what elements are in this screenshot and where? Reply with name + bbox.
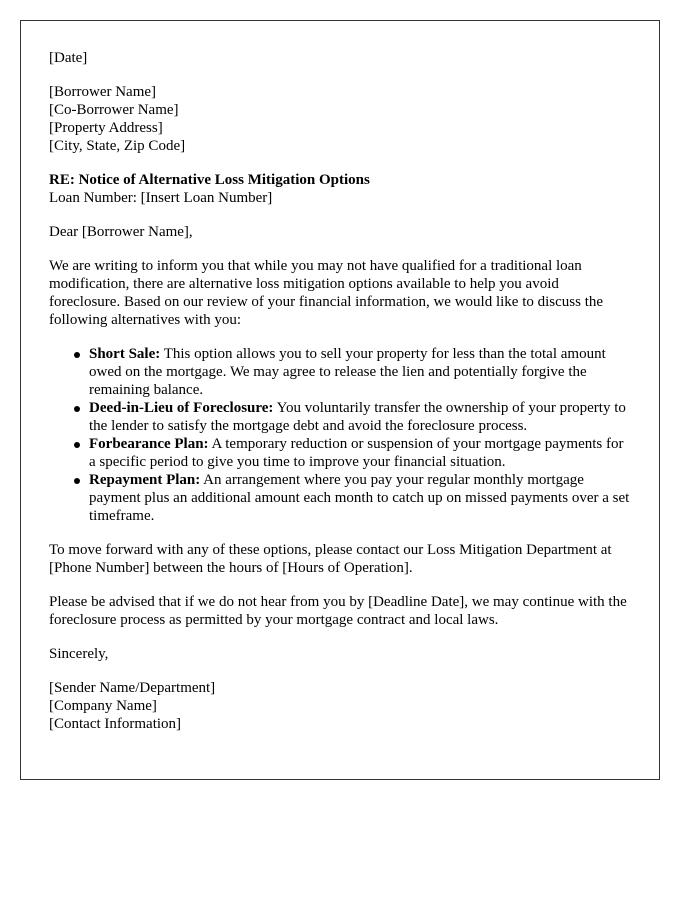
- option-title: Forbearance Plan:: [89, 436, 209, 452]
- re-title: RE: Notice of Alternative Loss Mitigation Options: [49, 172, 370, 188]
- options-list: [49, 345, 631, 525]
- option-text: A temporary reduction or suspension of your mortgage payments for a specific period to give you time to improve your financial situation.: [89, 436, 624, 470]
- option-title: Deed-in-Lieu of Foreclosure:: [89, 400, 274, 416]
- bullet-icon: [74, 352, 80, 358]
- property-address: [Property Address]: [49, 120, 163, 136]
- re-section: [49, 171, 631, 207]
- contact-paragraph: To move forward with any of these options, please contact our Loss Mitigation Department at [Phone Number] between the hours of [Hours of Operation].: [49, 542, 612, 576]
- bullet-icon: [74, 442, 80, 448]
- intro-paragraph: We are writing to inform you that while you may not have qualified for a traditional loan modification, there are alternative loss mitigation options available to help you avoid foreclosure. Based on our review of your financial information, we would like to discuss the following alternatives with you:: [49, 258, 604, 328]
- option-title: Short Sale:: [89, 346, 161, 362]
- salutation: Dear [Borrower Name],: [49, 224, 193, 240]
- sender-name: [Sender Name/Department]: [49, 680, 216, 696]
- city-state-zip: [City, State, Zip Code]: [49, 138, 186, 154]
- bullet-icon: [74, 406, 80, 412]
- letter-page: [20, 20, 660, 780]
- option-title: Repayment Plan:: [89, 472, 201, 488]
- contact-information: [Contact Information]: [49, 716, 182, 732]
- deadline-paragraph: Please be advised that if we do not hear from you by [Deadline Date], we may continue with the foreclosure process as permitted by your mortgage contract and local laws.: [49, 594, 627, 628]
- signature-block: [49, 679, 631, 733]
- list-item: [89, 399, 631, 435]
- recipient-address: [49, 83, 631, 155]
- list-item: [89, 345, 631, 399]
- loan-number: Loan Number: [Insert Loan Number]: [49, 190, 273, 206]
- borrower-name: [Borrower Name]: [49, 84, 157, 100]
- option-text: This option allows you to sell your property for less than the total amount owed on the mortgage. We may agree to release the lien and potentially forgive the remaining balance.: [89, 346, 606, 398]
- closing: Sincerely,: [49, 646, 109, 662]
- bullet-icon: [74, 478, 80, 484]
- company-name: [Company Name]: [49, 698, 157, 714]
- option-text: An arrangement where you pay your regular monthly mortgage payment plus an additional amount each month to catch up on missed payments over a set timeframe.: [89, 472, 630, 524]
- list-item: [89, 471, 631, 525]
- option-text: You voluntarily transfer the ownership of your property to the lender to satisfy the mortgage debt and avoid the foreclosure process.: [89, 400, 626, 434]
- co-borrower-name: [Co-Borrower Name]: [49, 102, 179, 118]
- letter-date: [Date]: [49, 50, 88, 66]
- list-item: [89, 435, 631, 471]
